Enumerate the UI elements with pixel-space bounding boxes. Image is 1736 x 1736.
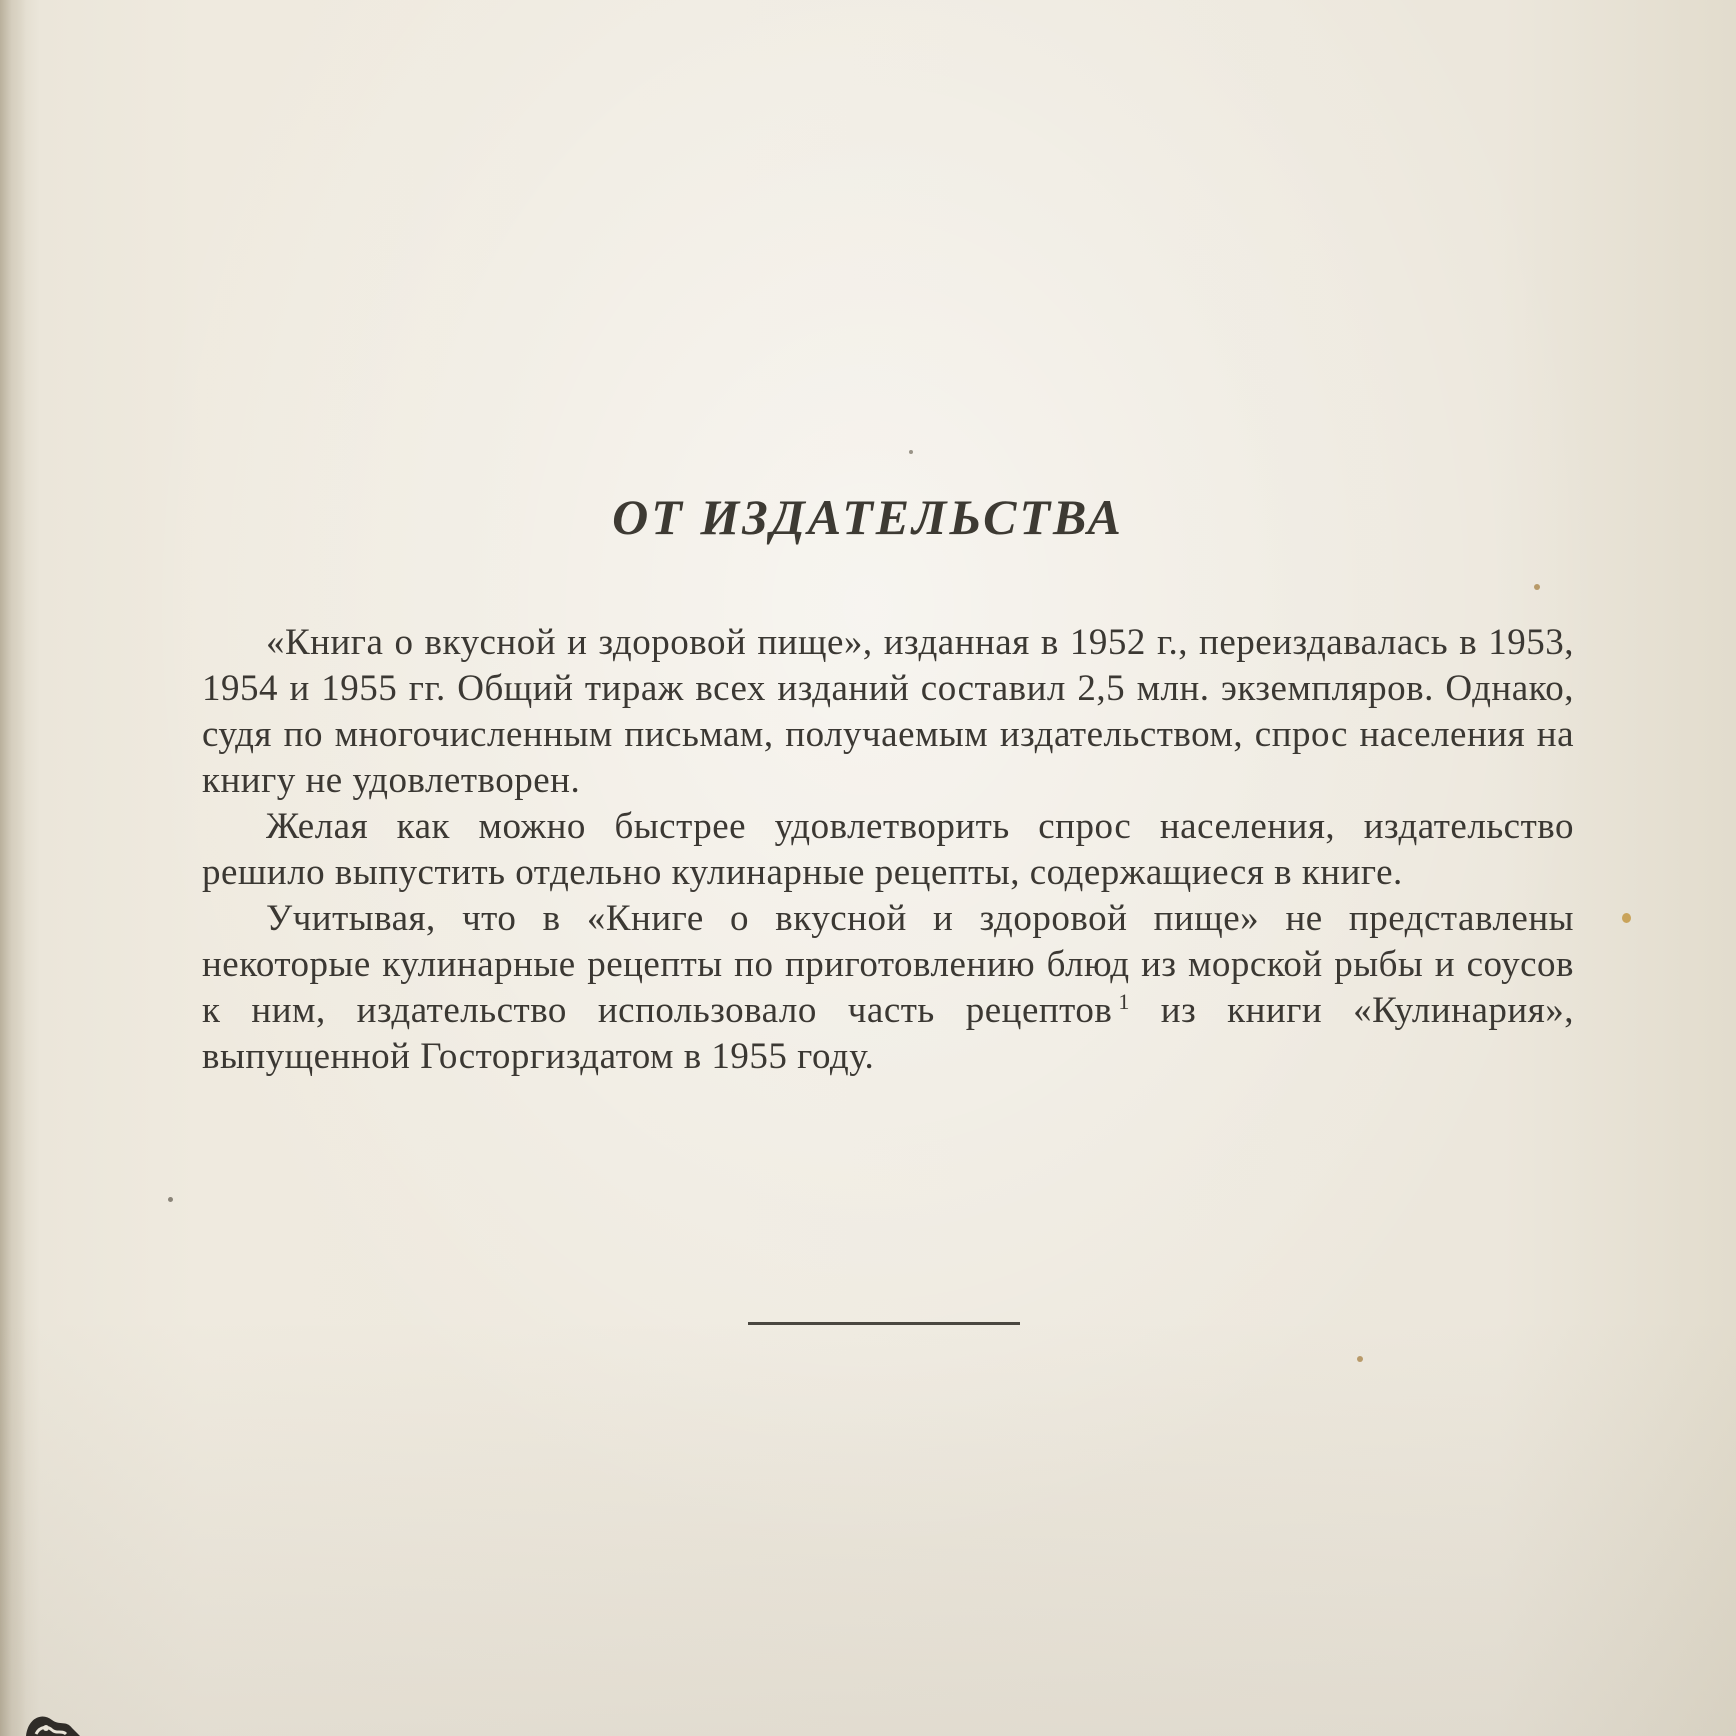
- paper-speck: [168, 1197, 173, 1202]
- paragraph-1: «Книга о вкусной и здоровой пище», изданная в 1952 г., переиздавалась в 1953, 1954 и 1955 гг. Общий тираж всех изданий составил 2,5 млн. экземпляров. Однако, судя по многочисленным письмам, получаемым издательством, спрос населения на книгу не удовлетворен.: [202, 622, 1574, 801]
- paragraph-3: [202, 896, 1574, 1080]
- corner-ornament-icon: [22, 1690, 82, 1736]
- page-title: ОТ ИЗДАТЕЛЬСТВА: [612, 489, 1124, 545]
- paragraph-2: Желая как можно быстрее удовлетворить спрос населения, издательство решило выпустить отдельно кулинарные рецепты, содержащиеся в книге.: [202, 806, 1574, 893]
- body-text: [202, 620, 1574, 1080]
- paper-speck: [909, 450, 913, 454]
- paragraph-3-text: Учитывая, что в «Книге о вкусной и здоровой пище» не представлены некоторые кулинарные рецепты по приготовлению блюд из морской рыбы и соусов к ним, издательство использовало часть рецептов: [202, 898, 1574, 1031]
- paper-shade: [0, 1316, 1736, 1736]
- section-divider: [748, 1322, 1020, 1325]
- paper-speck: [1534, 584, 1540, 590]
- paragraph-3-continued: из книги «Кулинария», выпущенной Госторгиздатом в 1955 году.: [202, 990, 1574, 1077]
- paper-speck: [1622, 913, 1631, 923]
- footnote-marker: 1: [1118, 988, 1130, 1014]
- paper-speck: [1357, 1356, 1363, 1362]
